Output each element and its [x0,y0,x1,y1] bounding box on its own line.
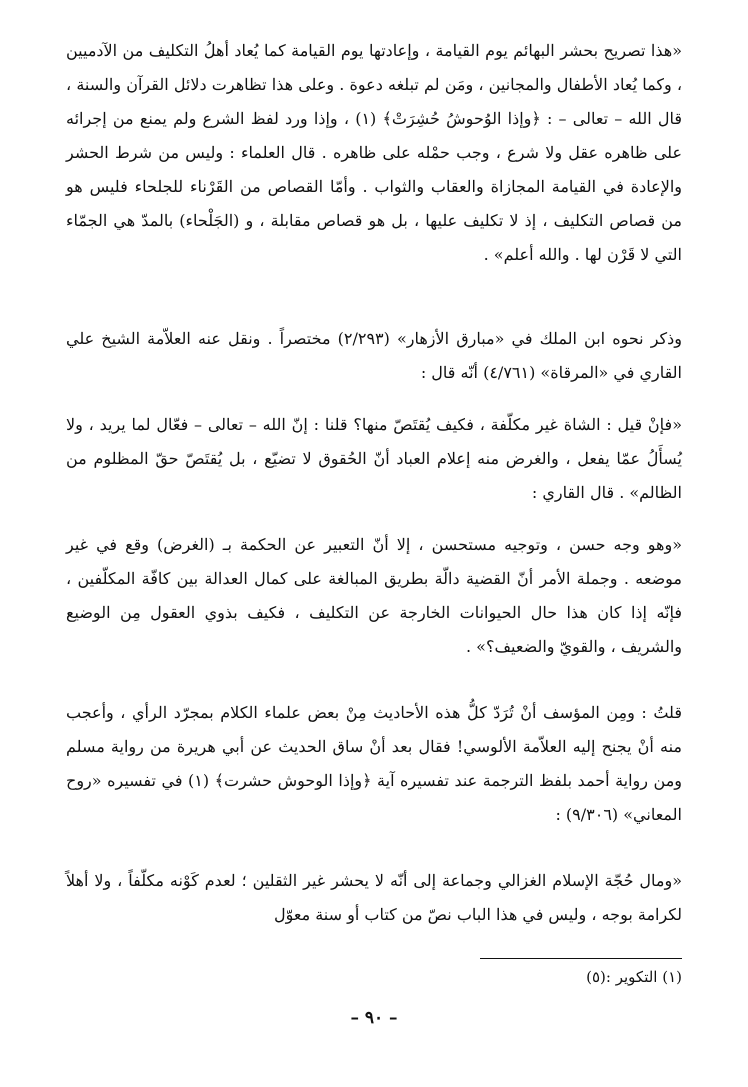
footnote-divider [480,958,682,959]
footnote: (١) التكوير :(٥) [586,968,682,986]
paragraph-4: «وهو وجه حسن ، وتوجيه مستحسن ، إلا أنّ التعبير عن الحكمة بـ (الغرض) وقع في غير موضعه . وجملة الأمر أنّ القضية دالّة بطريق المبالغة على كمال العدالة بين كافّة المكلّفين ، فإنّه إذا كان هذا حال الحيوانات الخارجة عن التكليف ، فكيف بذوي العقول مِن الوضيع والشريف ، والقويّ والضعيف؟» . [66,535,683,656]
page-number: – ٩٠ – [350,1008,398,1028]
paragraph-1: «هذا تصريح بحشر البهائم يوم القيامة ، وإعادتها يوم القيامة كما يُعاد أهلُ التكليف من الآدميين ، وكما يُعاد الأطفال والمجانين ، ومَن لم تبلغه دعوة . وعلى هذا تظاهرت دلائل القرآن والسنة ، قال الله – تعالى – : ﴿وإذا الوُحوشُ حُشِرَتْ﴾ (١) ، وإذا ورد لفظ الشرع ولم يمنع من إجرائه على ظاهره عقل ولا شرع ، وجب حمْله على ظاهره . قال العلماء : وليس من شرط الحشر والإعادة في القيامة المجازاة والعقاب والثواب . وأمّا القصاص من القَرْناء للجلحاء فليس هو من قصاص التكليف ، إذ لا تكليف عليها ، بل هو قصاص مقابلة ، و (الجَلْحاء) بالمدّ هي الجمّاء التي لا قَرْن لها . والله أعلم» . [66,41,683,264]
paragraph-2: وذكر نحوه ابن الملك في «مبارق الأزهار» (٢/٢٩٣) مختصراً . ونقل عنه العلاّمة الشيخ علي القاري في «المرقاة» (٤/٧٦١) أنّه قال : [66,329,683,382]
paragraph-5: قلتُ : ومِن المؤسف أنْ تُرَدّ كلُّ هذه الأحاديث مِنْ بعض علماء الكلام بمجرّد الرأي ، وأعجب منه أنْ يجنح إليه العلاّمة الألوسي! فقال بعد أنْ ساق الحديث عن أبي هريرة من رواية مسلم ومن رواية أحمد بلفظ الترجمة عند تفسيره آية ﴿وإذا الوحوش حشرت﴾ (١) في تفسيره «روح المعاني» (٩/٣٠٦) : [66,703,683,824]
paragraph-6: «ومال حُجّة الإسلام الغزالي وجماعة إلى أنّه لا يحشر غير الثقلين ؛ لعدم كَوْنه مكلّفاً ، ولا أهلاً لكرامة بوجه ، وليس في هذا الباب نصّ من كتاب أو سنة معوّل [66,871,682,924]
paragraph-3: «فإنْ قيل : الشاة غير مكلّفة ، فكيف يُقتَصّ منها؟ قلنا : إنّ الله – تعالى – فعّال لما يريد ، ولا يُسأَلُ عمّا يفعل ، والغرض منه إعلام العباد أنّ الحُقوق لا تضيّع ، بل يُقتَصّ حقّ المظلوم من الظالم» . قال القاري : [66,415,683,502]
